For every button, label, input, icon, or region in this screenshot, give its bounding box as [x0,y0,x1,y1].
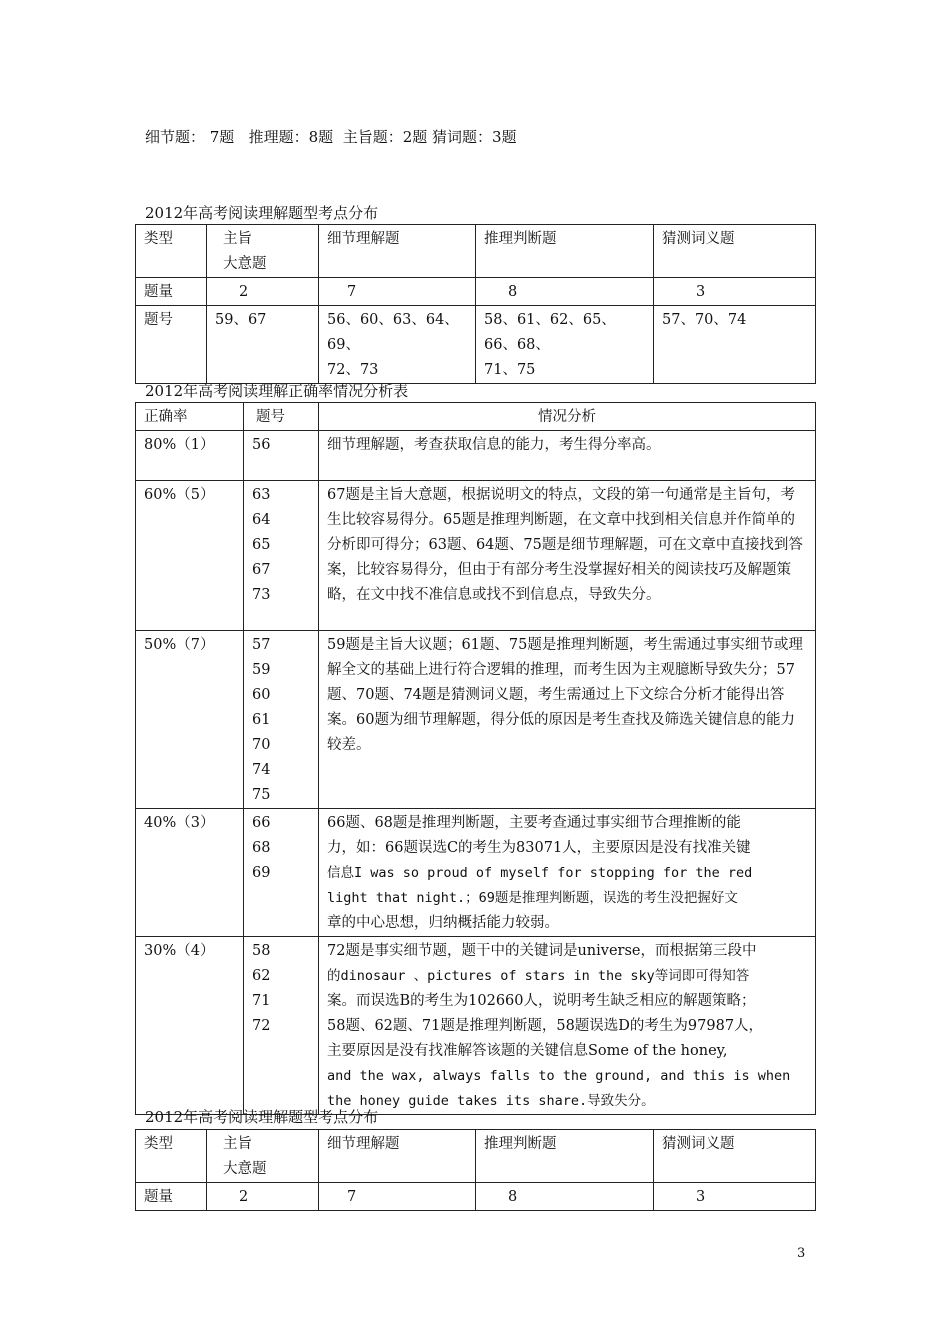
analysis-line: 信息I was so proud of myself for stopping for the red [327,865,753,881]
analysis-cell: 细节理解题，考查获取信息的能力，考生得分率高。 [319,431,816,481]
table2-header-cell: 正确率 [136,403,244,431]
rate-cell: 40%（3） [136,809,244,937]
table2-header-row [136,403,816,431]
table-cell: 题量 [136,1183,207,1211]
question-number: 68 [252,840,271,856]
analysis-line: 章的中心思想，归纳概括能力较弱。 [327,915,559,931]
table-row [136,809,816,937]
table1-header-cell: 主旨 大意题 [207,225,319,278]
question-numbers-cell [244,431,319,481]
question-number: 58 [252,943,271,959]
analysis-cell [319,937,816,1115]
analysis-line: 的dinosaur 、pictures of stars in the sky等词即可得知答 [327,968,750,984]
summary-line: 细节题： 7题 推理题：8题 主旨题：2题 猜词题：3题 [145,128,517,146]
rate-cell: 60%（5） [136,481,244,631]
table-row [136,631,816,809]
table-row [136,937,816,1115]
table1-header-row [136,225,816,278]
question-number: 72 [252,1018,271,1034]
table-cell: 57、70、74 [654,306,816,384]
table1-header-cell: 猜测词义题 [654,225,816,278]
question-number: 59 [252,662,271,678]
analysis-line: 主要原因是没有找准解答该题的关键信息Some of the honey, [327,1043,728,1059]
question-number: 61 [252,712,271,728]
table-cell: 题量 [136,278,207,306]
question-number: 63 [252,487,271,503]
table3-header-cell: 猜测词义题 [654,1130,816,1183]
table1-header-cell: 推理判断题 [476,225,654,278]
table-cell: 3 [654,1183,816,1211]
table1-numbers-row [136,306,816,384]
analysis-line: 66题、68题是推理判断题，主要考查通过事实细节合理推断的能 [327,815,741,831]
question-number: 57 [252,637,271,653]
analysis-line: and the wax, always falls to the ground, and this is when [327,1068,791,1084]
table-cell: 56、60、63、64、69、 72、73 [319,306,476,384]
table-cell: 2 [207,1183,319,1211]
page-number: 3 [797,1246,806,1261]
table-cell: 58、61、62、65、66、68、 71、75 [476,306,654,384]
question-number: 69 [252,865,271,881]
question-number: 73 [252,587,271,603]
question-number: 60 [252,687,271,703]
question-numbers-cell [244,631,319,809]
question-numbers-cell [244,937,319,1115]
table3-header-row [136,1130,816,1183]
rate-cell: 50%（7） [136,631,244,809]
question-number: 65 [252,537,271,553]
table3-header-cell: 类型 [136,1130,207,1183]
question-number: 62 [252,968,271,984]
table2-header-cell: 题号 [244,403,319,431]
table2 [135,402,816,1115]
table-cell: 8 [476,278,654,306]
question-number: 64 [252,512,271,528]
table3-count-row [136,1183,816,1211]
table-row [136,431,816,481]
table3 [135,1129,816,1211]
table-cell: 2 [207,278,319,306]
table1-header-cell: 细节理解题 [319,225,476,278]
analysis-line: 58题、62题、71题是推理判断题，58题误选D的考生为97987人， [327,1018,764,1034]
table1-caption: 2012年高考阅读理解题型考点分布 [145,204,379,222]
analysis-cell: 59题是主旨大议题；61题、75题是推理判断题，考生需通过事实细节或理解全文的基础上进行符合逻辑的推理，而考生因为主观臆断导致失分；57题、70题、74题是猜测词义题，考生需通过上下文综合分析才能得出答案。60题为细节理解题，得分低的原因是考生查找及筛选关键信息的能力较差。 [319,631,816,809]
table3-header-cell: 推理判断题 [476,1130,654,1183]
table3-caption: 2012年高考阅读理解题型考点分布 [145,1108,379,1126]
analysis-line: 案。而误选B的考生为102660人，说明考生缺乏相应的解题策略； [327,993,756,1009]
analysis-line: light that night.；69题是推理判断题，误选的考生没把握好文 [327,890,738,906]
question-number: 56 [252,437,271,453]
table-cell: 59、67 [207,306,319,384]
table2-caption: 2012年高考阅读理解正确率情况分析表 [145,382,409,400]
question-number: 70 [252,737,271,753]
analysis-line: 72题是事实细节题，题干中的关键词是universe，而根据第三段中 [327,943,757,959]
analysis-cell: 67题是主旨大意题，根据说明文的特点，文段的第一句通常是主旨句，考生比较容易得分。65题是推理判断题，在文章中找到相关信息并作简单的分析即可得分；63题、64题、75题是细节理解题，可在文章中直接找到答案，比较容易得分，但由于有部分考生没掌握好相关的阅读技巧及解题策略，在文中找不准信息或找不到信息点，导致失分。 [319,481,816,631]
question-number: 75 [252,787,271,803]
question-number: 67 [252,562,271,578]
question-number: 71 [252,993,271,1009]
analysis-line: 力，如：66题误选C的考生为83071人，主要原因是没有找准关键 [327,840,751,856]
table1-count-row [136,278,816,306]
question-number: 74 [252,762,271,778]
table-row [136,481,816,631]
question-numbers-cell [244,481,319,631]
table3-header-cell: 主旨 大意题 [207,1130,319,1183]
rate-cell: 30%（4） [136,937,244,1115]
analysis-cell [319,809,816,937]
analysis-line: the honey guide takes its share.导致失分。 [327,1093,655,1109]
table-cell: 3 [654,278,816,306]
table1 [135,224,816,384]
table1-header-cell: 类型 [136,225,207,278]
table-cell: 7 [319,278,476,306]
table3-header-cell: 细节理解题 [319,1130,476,1183]
question-numbers-cell [244,809,319,937]
table2-header-cell: 情况分析 [319,403,816,431]
rate-cell: 80%（1） [136,431,244,481]
table-cell: 题号 [136,306,207,384]
table-cell: 8 [476,1183,654,1211]
question-number: 66 [252,815,271,831]
table-cell: 7 [319,1183,476,1211]
